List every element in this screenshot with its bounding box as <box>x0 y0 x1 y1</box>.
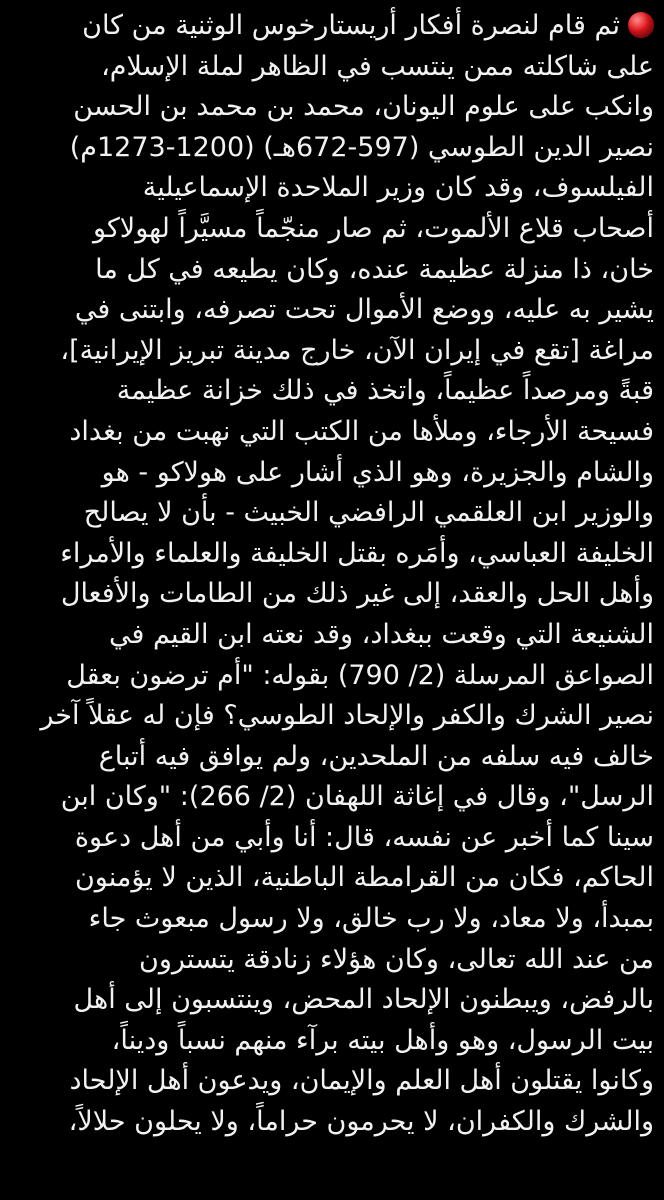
text-line <box>14 87 654 128</box>
text-line <box>14 168 654 209</box>
text-line <box>14 656 654 697</box>
line-text: مراغة [تقع في إيران الآن، خارج مدينة تبريز الإيرانية]، <box>60 334 654 366</box>
line-text: والوزير ابن العلقمي الرافضي الخبيث - بأن لا يصالح <box>83 497 654 529</box>
text-line <box>14 250 654 291</box>
text-line <box>14 899 654 940</box>
text-line <box>14 574 654 615</box>
line-text: الرسل"، وقال في إغاثة اللهفان (2/ 266): "وكان ابن <box>60 781 654 813</box>
text-line <box>14 615 654 656</box>
text-line <box>14 47 654 88</box>
line-text: وأهل الحل والعقد، إلى غير ذلك من الطامات والأفعال <box>60 578 654 610</box>
line-text: سينا كما أخبر عن نفسه، قال: أنا وأبي من أهل دعوة <box>74 821 654 853</box>
text-line <box>14 493 654 534</box>
line-text: نصير الشرك والكفر والإلحاد الطوسي؟ فإن له عقلاً آخر <box>40 700 654 732</box>
line-text: والشرك والكفران، لا يحرمون حراماً، ولا يحلون حلالاً، <box>68 1106 654 1138</box>
text-line <box>14 940 654 981</box>
text-line <box>14 858 654 899</box>
text-line <box>14 1021 654 1062</box>
line-text: والشام والجزيرة، وهو الذي أشار على هولاكو - هو <box>101 456 654 488</box>
line-text: فسيحة الأرجاء، وملأها من الكتب التي نهبت من بغداد <box>69 415 654 447</box>
line-text: وانكب على علوم اليونان، محمد بن محمد بن الحسن <box>73 91 654 123</box>
text-line <box>14 980 654 1021</box>
line-text: بالرفض، ويبطنون الإلحاد المحض، وينتسبون إلى أهل <box>73 984 654 1016</box>
text-line <box>14 818 654 859</box>
line-text: ثم قام لنصرة أفكار أريستارخوس الوثنية من كان <box>82 10 620 41</box>
line-text: يشير به عليه، ووضع الأموال تحت تصرفه، وابتنى في <box>74 294 654 326</box>
line-text: خان، ذا منزلة عظيمة عنده، وكان يطيعه في كل ما <box>95 253 654 285</box>
text-line <box>14 1061 654 1102</box>
line-text: قبةً ومرصداً عظيماً، واتخذ في ذلك خزانة عظيمة <box>116 375 654 407</box>
line-text: خالف فيه سلفه من الملحدين، ولم يوافق فيه أتباع <box>98 740 654 772</box>
text-line <box>14 1102 654 1143</box>
text-line <box>14 737 654 778</box>
line-text: من عند الله تعالى، وكان هؤلاء زنادقة يتسترون <box>139 943 654 975</box>
line-text: الفيلسوف، وقد كان وزير الملاحدة الإسماعيلية <box>142 172 654 204</box>
line-text: بيت الرسول، وهو وأهل بيته برآء منهم نسباً وديناً، <box>111 1024 654 1056</box>
text-line <box>14 371 654 412</box>
text-line <box>14 412 654 453</box>
line-text: وكانوا يقتلون أهل العلم والإيمان، ويدعون أهل الإلحاد <box>69 1065 654 1097</box>
line-text: الخليفة العباسي، وأمَره بقتل الخليفة والعلماء والأمراء <box>60 537 654 569</box>
text-line <box>14 128 654 169</box>
text-line <box>14 331 654 372</box>
text-line <box>14 777 654 818</box>
line-text: الشنيعة التي وقعت ببغداد، وقد نعته ابن القيم في <box>109 618 654 650</box>
article-text <box>14 6 654 1143</box>
red-circle-icon <box>628 12 654 38</box>
line-text: نصير الدين الطوسي (597-672هـ) (1200-1273م) <box>69 131 654 163</box>
line-text: أصحاب قلاع الألموت، ثم صار منجّماً مسيَّراً لهولاكو <box>93 212 654 244</box>
line-text: على شاكلته ممن ينتسب في الظاهر لملة الإسلام، <box>101 50 654 82</box>
text-line <box>14 209 654 250</box>
text-line <box>14 290 654 331</box>
text-line <box>14 696 654 737</box>
text-line <box>14 453 654 494</box>
text-line <box>14 534 654 575</box>
line-text: بمبدأ، ولا معاد، ولا رب خالق، ولا رسول مبعوث جاء <box>88 903 654 935</box>
text-line <box>14 6 654 47</box>
line-text: الحاكم، فكان من القرامطة الباطنية، الذين لا يؤمنون <box>74 862 654 894</box>
line-text: الصواعق المرسلة (2/ 790) بقوله: "أم ترضون بعقل <box>66 659 654 691</box>
